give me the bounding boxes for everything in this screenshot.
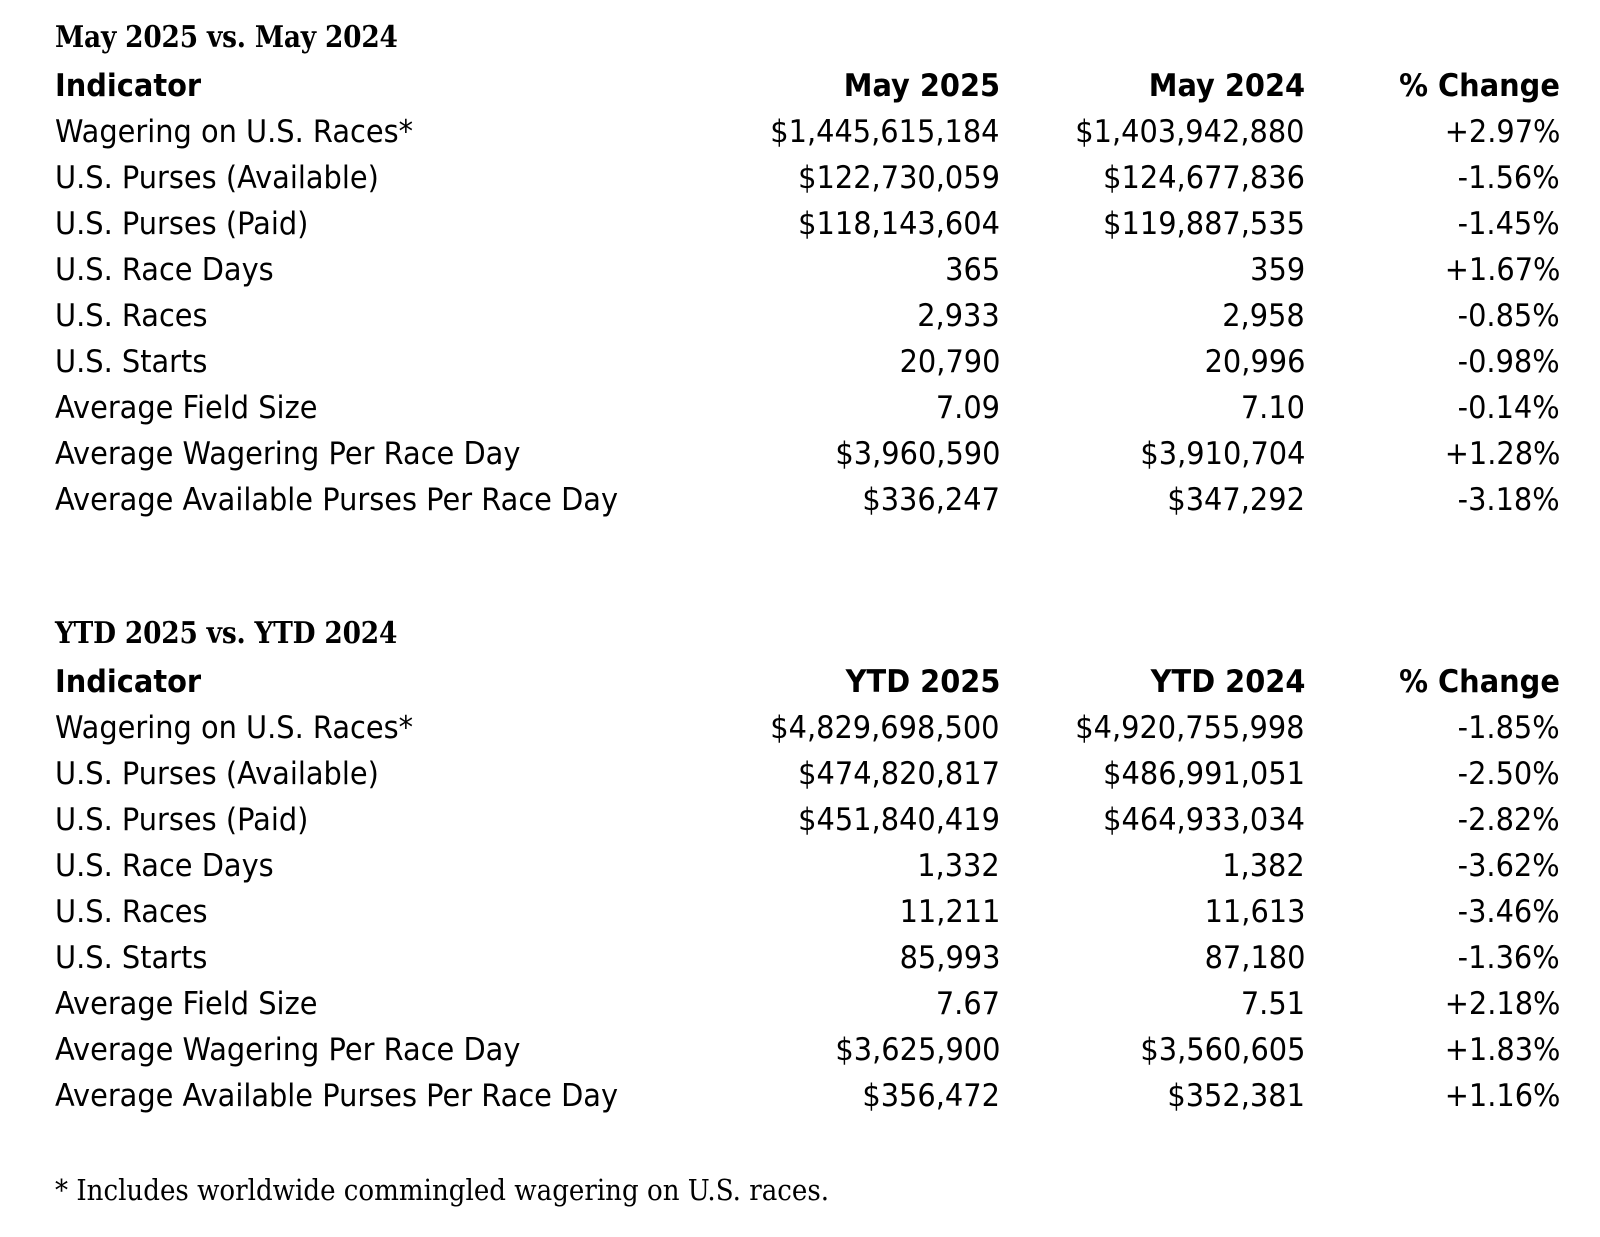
cell-current: 20,790 <box>899 344 1000 380</box>
table-row <box>55 474 1560 520</box>
column-header-prior: YTD 2024 <box>1150 664 1305 700</box>
cell-indicator: Average Field Size <box>55 390 318 426</box>
table-row <box>55 702 1560 748</box>
cell-prior: 11,613 <box>1204 894 1305 930</box>
cell-change: -1.56% <box>1458 160 1560 196</box>
cell-indicator: U.S. Starts <box>55 344 208 380</box>
cell-indicator: Average Available Purses Per Race Day <box>55 1078 619 1114</box>
section-title: May 2025 vs. May 2024 <box>55 20 398 55</box>
section-may-comparison <box>55 0 1560 520</box>
cell-current: 7.67 <box>935 986 1000 1022</box>
cell-current: $356,472 <box>862 1078 1000 1114</box>
cell-indicator: Average Available Purses Per Race Day <box>55 482 619 518</box>
stats-table-may <box>55 60 1560 520</box>
cell-change: -2.82% <box>1458 802 1560 838</box>
table-header-row <box>55 60 1560 106</box>
cell-current: $336,247 <box>862 482 1000 518</box>
cell-change: -3.18% <box>1458 482 1560 518</box>
cell-indicator: U.S. Races <box>55 298 208 334</box>
cell-prior: $4,920,755,998 <box>1075 710 1305 746</box>
column-header-indicator: Indicator <box>55 68 202 104</box>
column-header-change: % Change <box>1399 68 1560 104</box>
column-header-current: May 2025 <box>843 68 1000 104</box>
cell-current: $118,143,604 <box>798 206 1000 242</box>
cell-indicator: U.S. Purses (Available) <box>55 756 379 792</box>
table-row <box>55 198 1560 244</box>
cell-indicator: U.S. Race Days <box>55 252 274 288</box>
table-row <box>55 290 1560 336</box>
cell-change: -1.45% <box>1458 206 1560 242</box>
cell-indicator: Wagering on U.S. Races* <box>55 710 414 746</box>
cell-indicator: U.S. Races <box>55 894 208 930</box>
cell-change: -3.62% <box>1458 848 1560 884</box>
cell-prior: 359 <box>1249 252 1305 288</box>
column-header-current: YTD 2025 <box>845 664 1000 700</box>
table-row <box>55 840 1560 886</box>
cell-indicator: Average Field Size <box>55 986 318 1022</box>
table-row <box>55 106 1560 152</box>
cell-current: $1,445,615,184 <box>770 114 1000 150</box>
cell-indicator: Average Wagering Per Race Day <box>55 436 521 472</box>
cell-change: -0.98% <box>1458 344 1560 380</box>
cell-change: -1.85% <box>1458 710 1560 746</box>
cell-indicator: Average Wagering Per Race Day <box>55 1032 521 1068</box>
cell-change: -3.46% <box>1458 894 1560 930</box>
cell-change: +1.28% <box>1444 436 1560 472</box>
cell-indicator: U.S. Purses (Paid) <box>55 802 309 838</box>
cell-prior: $486,991,051 <box>1103 756 1305 792</box>
cell-change: +1.16% <box>1444 1078 1560 1114</box>
cell-current: $451,840,419 <box>798 802 1000 838</box>
cell-prior: $352,381 <box>1167 1078 1305 1114</box>
cell-prior: 87,180 <box>1204 940 1305 976</box>
table-row <box>55 1070 1560 1116</box>
table-row <box>55 428 1560 474</box>
cell-current: 11,211 <box>899 894 1000 930</box>
cell-prior: 7.51 <box>1240 986 1305 1022</box>
table-row <box>55 932 1560 978</box>
cell-change: +1.67% <box>1444 252 1560 288</box>
table-row <box>55 382 1560 428</box>
cell-prior: $347,292 <box>1167 482 1305 518</box>
cell-current: $122,730,059 <box>798 160 1000 196</box>
cell-prior: $3,560,605 <box>1139 1032 1305 1068</box>
section-title: YTD 2025 vs. YTD 2024 <box>55 616 398 651</box>
table-row <box>55 748 1560 794</box>
cell-prior: 20,996 <box>1204 344 1305 380</box>
cell-current: 85,993 <box>899 940 1000 976</box>
cell-indicator: U.S. Race Days <box>55 848 274 884</box>
column-header-indicator: Indicator <box>55 664 202 700</box>
cell-current: 365 <box>944 252 1000 288</box>
cell-prior: $119,887,535 <box>1103 206 1305 242</box>
footnote: * Includes worldwide commingled wagering on U.S. races. <box>55 1173 830 1207</box>
cell-change: +2.18% <box>1444 986 1560 1022</box>
cell-current: 7.09 <box>935 390 1000 426</box>
cell-change: -2.50% <box>1458 756 1560 792</box>
cell-indicator: U.S. Purses (Available) <box>55 160 379 196</box>
cell-change: +1.83% <box>1444 1032 1560 1068</box>
table-row <box>55 794 1560 840</box>
column-header-prior: May 2024 <box>1148 68 1305 104</box>
table-row <box>55 978 1560 1024</box>
table-row <box>55 244 1560 290</box>
cell-prior: $124,677,836 <box>1103 160 1305 196</box>
cell-current: $3,960,590 <box>834 436 1000 472</box>
cell-prior: 1,382 <box>1222 848 1305 884</box>
cell-prior: $3,910,704 <box>1139 436 1305 472</box>
table-header-row <box>55 656 1560 702</box>
cell-current: $3,625,900 <box>834 1032 1000 1068</box>
cell-indicator: Wagering on U.S. Races* <box>55 114 414 150</box>
table-row <box>55 336 1560 382</box>
cell-current: 2,933 <box>917 298 1000 334</box>
section-ytd-comparison <box>55 520 1560 1116</box>
cell-prior: $1,403,942,880 <box>1075 114 1305 150</box>
cell-change: -0.85% <box>1458 298 1560 334</box>
cell-current: 1,332 <box>917 848 1000 884</box>
cell-current: $4,829,698,500 <box>770 710 1000 746</box>
cell-current: $474,820,817 <box>798 756 1000 792</box>
table-row <box>55 152 1560 198</box>
cell-prior: $464,933,034 <box>1103 802 1305 838</box>
table-row <box>55 886 1560 932</box>
cell-change: +2.97% <box>1444 114 1560 150</box>
table-row <box>55 1024 1560 1070</box>
cell-change: -0.14% <box>1458 390 1560 426</box>
stats-table-ytd <box>55 656 1560 1116</box>
cell-indicator: U.S. Purses (Paid) <box>55 206 309 242</box>
cell-change: -1.36% <box>1458 940 1560 976</box>
cell-prior: 7.10 <box>1240 390 1305 426</box>
cell-indicator: U.S. Starts <box>55 940 208 976</box>
cell-prior: 2,958 <box>1222 298 1305 334</box>
column-header-change: % Change <box>1399 664 1560 700</box>
